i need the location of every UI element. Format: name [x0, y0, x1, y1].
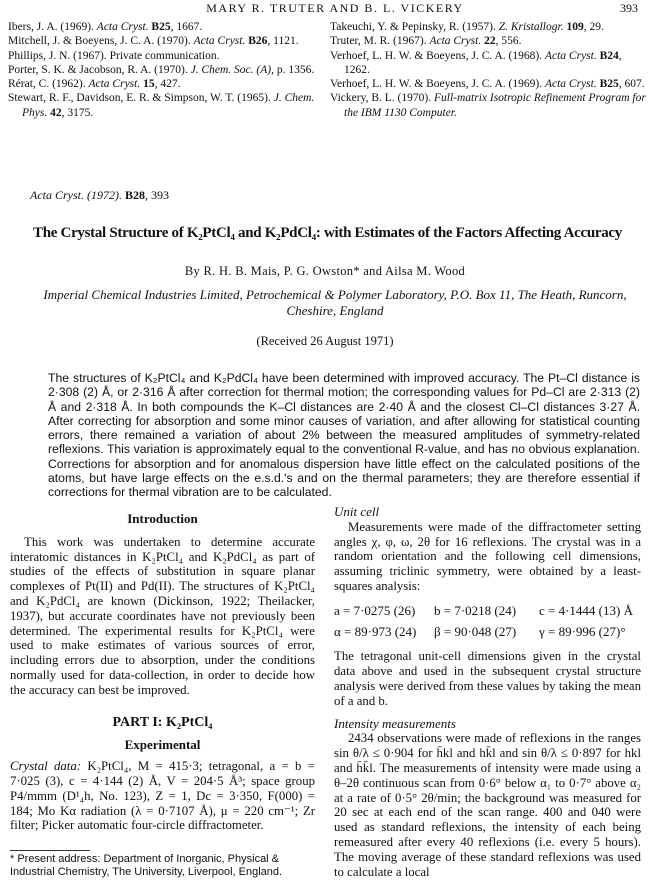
- reference-authors: Mitchell, J. & Boeyens, J. C. A. (1970).: [8, 35, 191, 48]
- reference-journal: Z. Kristallogr.: [498, 21, 564, 33]
- reference-item: [8, 91, 326, 120]
- crystal-data-label: Crystal data:: [10, 759, 82, 774]
- reference-item: [330, 34, 648, 48]
- cell-beta: β = 90·048 (27): [434, 623, 517, 639]
- references-right: [330, 20, 648, 120]
- reference-authors: Verhoef, L. H. W. & Boeyens, J. C. A. (1968).: [330, 49, 543, 62]
- reference-pages: , 556.: [495, 35, 522, 48]
- intro-heading: Introduction: [127, 511, 198, 526]
- left-column: [10, 512, 315, 833]
- tetragonal-paragraph: The tetragonal unit-cell dimensions given in the crystal data above and used in the subsequent crystal structure analysis were derived from these values by taking the mean of a and b.: [334, 649, 641, 708]
- right-column: [334, 505, 641, 879]
- reference-authors: Phillips, J. N. (1967). Private communication.: [8, 49, 220, 62]
- cell-row-1: [334, 604, 641, 619]
- reference-item: [8, 63, 326, 77]
- page-header: [0, 0, 650, 18]
- cell-alpha: α = 89·973 (24): [334, 623, 417, 639]
- crystal-data-text: K₂PtCl₄, M = 415·3; tetragonal, a = b = 7·025 (3), c = 4·144 (2) Å, V = 204·5 Å³; space group P4/mmm (D¹₄h, No. 123), Z = 1, Dc = 3·350, F(000) = 184; Mo Kα radiation (λ = 0·7107 Å), μ = 220 cm⁻¹; Zr filter; Picker automatic four-circle diffractometer.: [10, 759, 315, 833]
- reference-journal: Acta Cryst.: [544, 78, 597, 91]
- reference-volume: 15: [143, 78, 155, 91]
- journal-reference: [30, 188, 169, 203]
- reference-authors: Takeuchi, Y. & Pepinsky, R. (1957).: [330, 21, 496, 33]
- reference-item: [8, 34, 326, 48]
- reference-pages: , 1121.: [267, 35, 299, 48]
- reference-journal: J. Chem. Soc. (A): [190, 63, 272, 76]
- reference-pages: , 3175.: [61, 106, 94, 119]
- part-heading: PART I: K₂PtCl₄: [112, 714, 213, 730]
- intro-paragraph: This work was undertaken to determine accurate interatomic distances in K₂PtCl₄ and K₂PdCl₄ as part of studies of the effects of substitution in square planar complexes of Pt(II) and Pd(II). The structures of K₂PtCl₄ and K₂PdCl₄ are known (Dickinson, 1922; Theilacker, 1937), but accurate coordinates have not previously been determined. The experimental results for K₂PtCl₄ were used to make estimates of various sources of error, including errors due to absorption, under the conditions normally used for data-collection, in order to decide how the accuracy can best be improved.: [10, 534, 315, 697]
- reference-volume: 22: [484, 35, 496, 48]
- reference-volume: B25: [151, 21, 171, 33]
- reference-pages: , 1262.: [344, 49, 622, 76]
- unit-cell-paragraph: Measurements were made of the diffractometer setting angles χ, φ, ω, 2θ for 16 reflexions. The crystal was in a random orientation and the following cell dimensions, assuming triclinic symmetry, were obtained by a least-squares analysis:: [334, 519, 641, 593]
- reference-item: [8, 77, 326, 91]
- reference-pages: , 427.: [154, 78, 181, 91]
- reference-pages: , 1667.: [170, 21, 203, 33]
- reference-journal: Acta Cryst.: [429, 35, 482, 48]
- received-date: (Received 26 August 1971): [256, 334, 394, 348]
- reference-volume: B26: [248, 35, 268, 48]
- experimental-heading: Experimental: [124, 737, 201, 753]
- intensity-paragraph: 2434 observations were made of reflexions in the ranges sin θ/λ ≤ 0·904 for h̄kl and hk̄l and sin θ/λ ≤ 0·897 for hkl and h̄k̄l. The measurements of intensity were made using a θ–2θ continuous scan from 0·6° below α₁ to 0·7° above α₂ at a rate of 0·5° 2θ/min; the background was measured for 20 sec at each end of the scan range. 400 and 040 were used as standard reflexions, the intensity of each being remeasured after every 40 reflexions (i.e. every 5 hours). The moving average of these standard reflexions was used to calculate a local: [334, 731, 641, 879]
- reference-journal: J. Chem. Phys.: [22, 92, 315, 119]
- cell-row-2: [334, 625, 641, 640]
- cell-c: c = 4·1444 (13) Å: [539, 602, 633, 618]
- reference-authors: Truter, M. R. (1967).: [330, 35, 427, 48]
- reference-item: [330, 91, 648, 120]
- reference-journal: Full-matrix Isotropic Refinement Program for the IBM 1130 Computer.: [344, 92, 646, 119]
- reference-pages: , p. 1356.: [271, 63, 315, 76]
- reference-authors: Stewart, R. F., Davidson, E. R. & Simpson, W. T. (1965).: [8, 92, 271, 105]
- cell-b: b = 7·0218 (24): [434, 602, 517, 618]
- references-left: [8, 20, 326, 120]
- crystal-data-paragraph: [10, 759, 315, 833]
- reference-authors: Rérat, C. (1962).: [8, 78, 86, 91]
- reference-item: [8, 20, 326, 34]
- page-number: 393: [620, 1, 638, 15]
- reference-authors: Ibers, J. A. (1969).: [8, 21, 94, 33]
- reference-journal: Acta Cryst.: [193, 35, 246, 48]
- cell-a: a = 7·0275 (26): [334, 602, 416, 618]
- running-title: MARY R. TRUTER AND B. L. VICKERY: [206, 1, 464, 15]
- reference-volume: 109: [566, 21, 584, 33]
- reference-volume: 42: [50, 106, 62, 119]
- cell-gamma: γ = 89·996 (27)°: [539, 623, 626, 639]
- intensity-heading: Intensity measurements: [334, 715, 456, 731]
- journal-ref: Acta Cryst. (1972).: [30, 188, 122, 202]
- affiliation: Imperial Chemical Industries Limited, Petrochemical & Polymer Laboratory, P.O. Box 11, The Heath, Runcorn, Cheshire, England: [43, 287, 627, 318]
- abstract: The structures of K₂PtCl₄ and K₂PdCl₄ have been determined with improved accuracy. The Pt–Cl distance is 2·308 (2) Å, or 2·316 Å after correction for thermal motion; the corresponding values for Pd–Cl are 2·313 (2) Å and 2·318 Å. In both compounds the K–Cl distances are 2·40 Å and the closest Cl–Cl distances 3·27 Å. After correcting for absorption and some minor causes of variation, and after allowing for statistical counting errors, there remained a variation of about 2% between the measured amplitudes of symmetry-related reflexions. This variation is approximately equal to the conventional R-value, and has no obvious explanation. Corrections for absorption and for anomalous dispersion have little effect on the calculated positions of the atoms, but have large effects on the e.s.d.'s and on the thermal parameters; they are therefore essential if corrections for thermal vibration are to be calculated.: [48, 371, 640, 500]
- footnote-rule: [10, 850, 90, 851]
- reference-item: [330, 20, 648, 34]
- journal-page: , 393: [145, 188, 170, 202]
- reference-authors: Verhoef, L. H. W. & Boeyens, J. C. A. (1969).: [330, 78, 543, 91]
- reference-item: [330, 77, 648, 91]
- reference-pages: , 29.: [583, 21, 604, 33]
- reference-pages: , 607.: [618, 78, 645, 91]
- unit-cell-heading: Unit cell: [334, 504, 380, 519]
- reference-journal: Acta Cryst.: [544, 49, 597, 62]
- reference-item: [330, 49, 648, 78]
- reference-journal: Acta Cryst.: [96, 21, 149, 33]
- article-authors: By R. H. B. Mais, P. G. Owston* and Ailsa M. Wood: [184, 264, 466, 278]
- article-title: The Crystal Structure of K₂PtCl₄ and K₂PdCl₄: with Estimates of the Factors Affecting Accuracy: [32, 225, 622, 241]
- reference-authors: Porter, S. K. & Jacobson, R. A. (1970).: [8, 63, 188, 76]
- journal-volume: B28: [125, 188, 146, 202]
- reference-journal: Acta Cryst.: [88, 78, 141, 91]
- reference-volume: B24: [599, 49, 619, 62]
- reference-volume: B25: [599, 78, 619, 91]
- footnote: * Present address: Department of Inorganic, Physical & Industrial Chemistry, The University, Liverpool, England.: [10, 853, 283, 878]
- reference-item: [8, 49, 326, 63]
- reference-authors: Vickery, B. L. (1970).: [330, 92, 432, 105]
